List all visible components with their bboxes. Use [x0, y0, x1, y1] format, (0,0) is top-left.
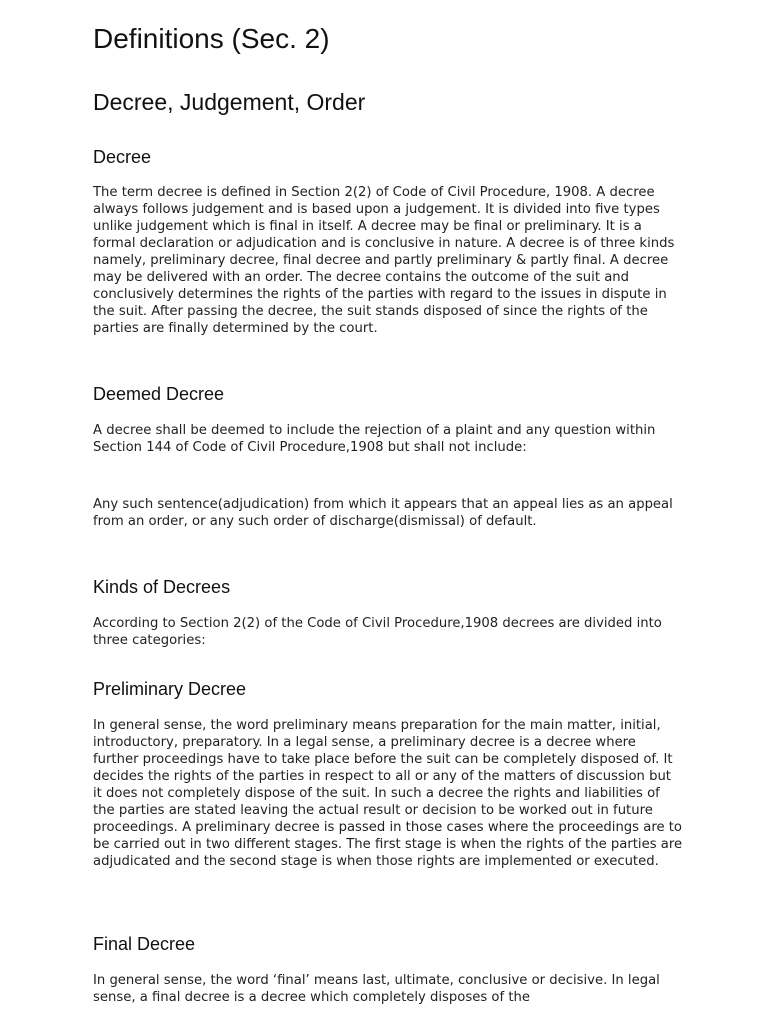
paragraph-kinds-of-decrees: According to Section 2(2) of the Code of Civil Procedure,1908 decrees are divided into three categories:	[93, 616, 662, 648]
section-heading-final-decree: Final Decree	[93, 934, 196, 954]
paragraph-decree-definition: The term decree is defined in Section 2(2) of Code of Civil Procedure, 1908. A decree always follows judgement and is based upon a judgement. It is divided into five types unlike judgement which is final in itself. A decree may be final or preliminary. It is a formal declaration or adjudication and is conclusive in nature. A decree is of three kinds namely, preliminary decree, final decree and partly preliminary & partly final. A decree may be delivered with an order. The decree contains the outcome of the suit and conclusively determines the rights of the parties with regard to the issues in dispute in the suit. After passing the decree, the suit stands disposed of since the rights of the parties are finally determined by the court.	[93, 185, 675, 336]
document-subtitle: Decree, Judgement, Order	[93, 89, 366, 115]
document-title: Definitions (Sec. 2)	[93, 23, 330, 54]
paragraph-final-decree: In general sense, the word ‘final’ means last, ultimate, conclusive or decisive. In legal sense, a final decree is a decree which completely disposes of the	[93, 973, 660, 1005]
paragraph-deemed-decree-exclusion: Any such sentence(adjudication) from which it appears that an appeal lies as an appeal from an order, or any such order of discharge(dismissal) of default.	[93, 497, 673, 529]
section-heading-decree: Decree	[93, 147, 152, 167]
section-heading-preliminary-decree: Preliminary Decree	[93, 679, 247, 699]
paragraph-deemed-decree-inclusion: A decree shall be deemed to include the rejection of a plaint and any question within Section 144 of Code of Civil Procedure,1908 but shall not include:	[93, 423, 656, 455]
section-heading-deemed-decree: Deemed Decree	[93, 384, 225, 404]
paragraph-preliminary-decree: In general sense, the word preliminary means preparation for the main matter, initial, introductory, preparatory. In a legal sense, a preliminary decree is a decree where further proceedings have to take place before the suit can be completely disposed of. It decides the rights of the parties in respect to all or any of the matters of discussion but it does not completely dispose of the suit. In such a decree the rights and liabilities of the parties are stated leaving the actual result or decision to be worked out in future proceedings. A preliminary decree is passed in those cases where the proceedings are to be carried out in two different stages. The first stage is when the rights of the parties are adjudicated and the second stage is when those rights are implemented or executed.	[93, 718, 683, 869]
section-heading-kinds-of-decrees: Kinds of Decrees	[93, 577, 231, 597]
